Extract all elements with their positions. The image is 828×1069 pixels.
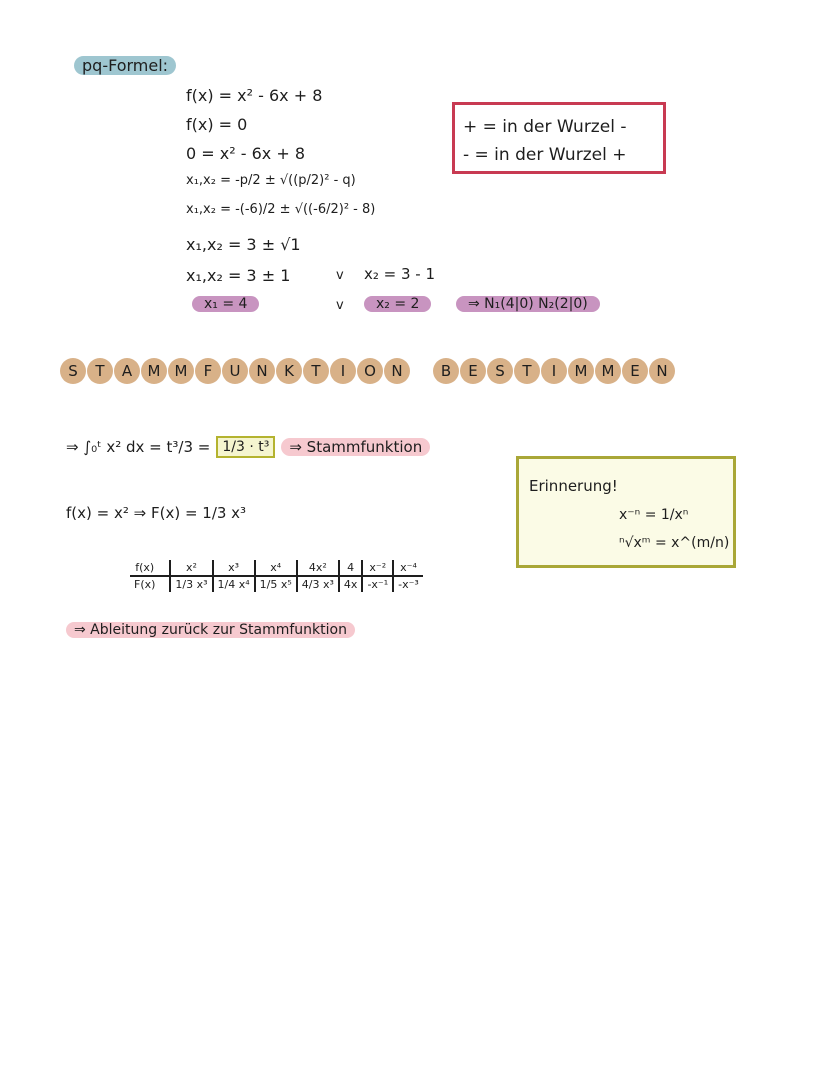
- table-cell: x⁻⁴: [393, 560, 423, 576]
- banner-letter: U: [222, 358, 248, 384]
- table-cell: 4x²: [297, 560, 339, 576]
- reminder-box: [516, 456, 736, 568]
- pq-line: x₁,x₂ = 3 ± 1: [186, 266, 291, 285]
- banner-letter: E: [460, 358, 486, 384]
- reminder-title: Erinnerung!: [529, 477, 618, 495]
- integral-expression: ⇒ ∫₀ᵗ x² dx = t³/3 =: [66, 438, 211, 456]
- x2-result: x₂ = 2: [364, 296, 431, 312]
- table-row: [130, 576, 423, 592]
- banner-letter: I: [541, 358, 567, 384]
- sign-rule-line: - = in der Wurzel +: [463, 145, 627, 165]
- or-symbol: v: [336, 298, 344, 313]
- banner-letter: T: [87, 358, 113, 384]
- banner-letter: T: [303, 358, 329, 384]
- pq-line: 0 = x² - 6x + 8: [186, 144, 305, 163]
- antiderivative-label: ⇒ Stammfunktion: [281, 438, 430, 456]
- banner-letter: O: [357, 358, 383, 384]
- banner-letter: I: [330, 358, 356, 384]
- reminder-rule: ⁿ√xᵐ = x^(m/n): [619, 535, 730, 551]
- sign-rule-line: + = in der Wurzel -: [463, 117, 627, 137]
- banner-letter: A: [114, 358, 140, 384]
- pq-line: x₁,x₂ = -(-6)/2 ± √((-6/2)² - 8): [186, 202, 376, 217]
- banner-letter: M: [168, 358, 194, 384]
- banner-letter: S: [487, 358, 513, 384]
- x1-result: x₁ = 4: [192, 296, 259, 312]
- banner-letter: B: [433, 358, 459, 384]
- table-cell: 1/3 x³: [170, 576, 212, 592]
- pq-line: x₁,x₂ = -p/2 ± √((p/2)² - q): [186, 173, 356, 188]
- banner-letter: M: [595, 358, 621, 384]
- pq-derivation: [186, 86, 375, 285]
- table-cell: 1/4 x⁴: [213, 576, 255, 592]
- banner-letter: S: [60, 358, 86, 384]
- table-cell: x⁻²: [362, 560, 393, 576]
- banner-letter: K: [276, 358, 302, 384]
- antiderivative-table: [130, 560, 423, 592]
- table-cell: x³: [213, 560, 255, 576]
- zero-points: ⇒ N₁(4|0) N₂(2|0): [456, 296, 600, 312]
- pq-line: f(x) = x² - 6x + 8: [186, 86, 323, 105]
- banner-letter: T: [514, 358, 540, 384]
- table-cell: 4x: [339, 576, 363, 592]
- table-cell: 1/5 x⁵: [255, 576, 297, 592]
- table-cell: 4/3 x³: [297, 576, 339, 592]
- banner-letter: N: [649, 358, 675, 384]
- reminder-rule: x⁻ⁿ = 1/xⁿ: [619, 507, 689, 523]
- derivation-note: ⇒ Ableitung zurück zur Stammfunktion: [66, 622, 355, 638]
- banner-letter: N: [384, 358, 410, 384]
- table-row: [130, 560, 423, 576]
- table-row-header: f(x): [130, 560, 170, 576]
- pq-line: x₁,x₂ = 3 ± √1: [186, 235, 301, 254]
- x2-calculation: x₂ = 3 - 1: [364, 265, 436, 283]
- antiderivative-example: f(x) = x² ⇒ F(x) = 1/3 x³: [66, 504, 247, 522]
- banner-letter: N: [249, 358, 275, 384]
- table-cell: -x⁻¹: [362, 576, 393, 592]
- section-banner: [60, 358, 676, 384]
- banner-letter: F: [195, 358, 221, 384]
- banner-letter: M: [568, 358, 594, 384]
- banner-letter: E: [622, 358, 648, 384]
- antiderivative-box: 1/3 · t³: [216, 436, 275, 458]
- pq-line: f(x) = 0: [186, 115, 248, 134]
- banner-letter: M: [141, 358, 167, 384]
- or-symbol: v: [336, 268, 344, 283]
- table-cell: 4: [339, 560, 363, 576]
- table-cell: x²: [170, 560, 212, 576]
- pq-formula-heading: pq-Formel:: [74, 56, 176, 75]
- table-row-header: F(x): [134, 578, 156, 591]
- table-cell: -x⁻³: [393, 576, 423, 592]
- table-cell: x⁴: [255, 560, 297, 576]
- sign-rule-box: [452, 102, 666, 174]
- integral-line: [66, 436, 430, 458]
